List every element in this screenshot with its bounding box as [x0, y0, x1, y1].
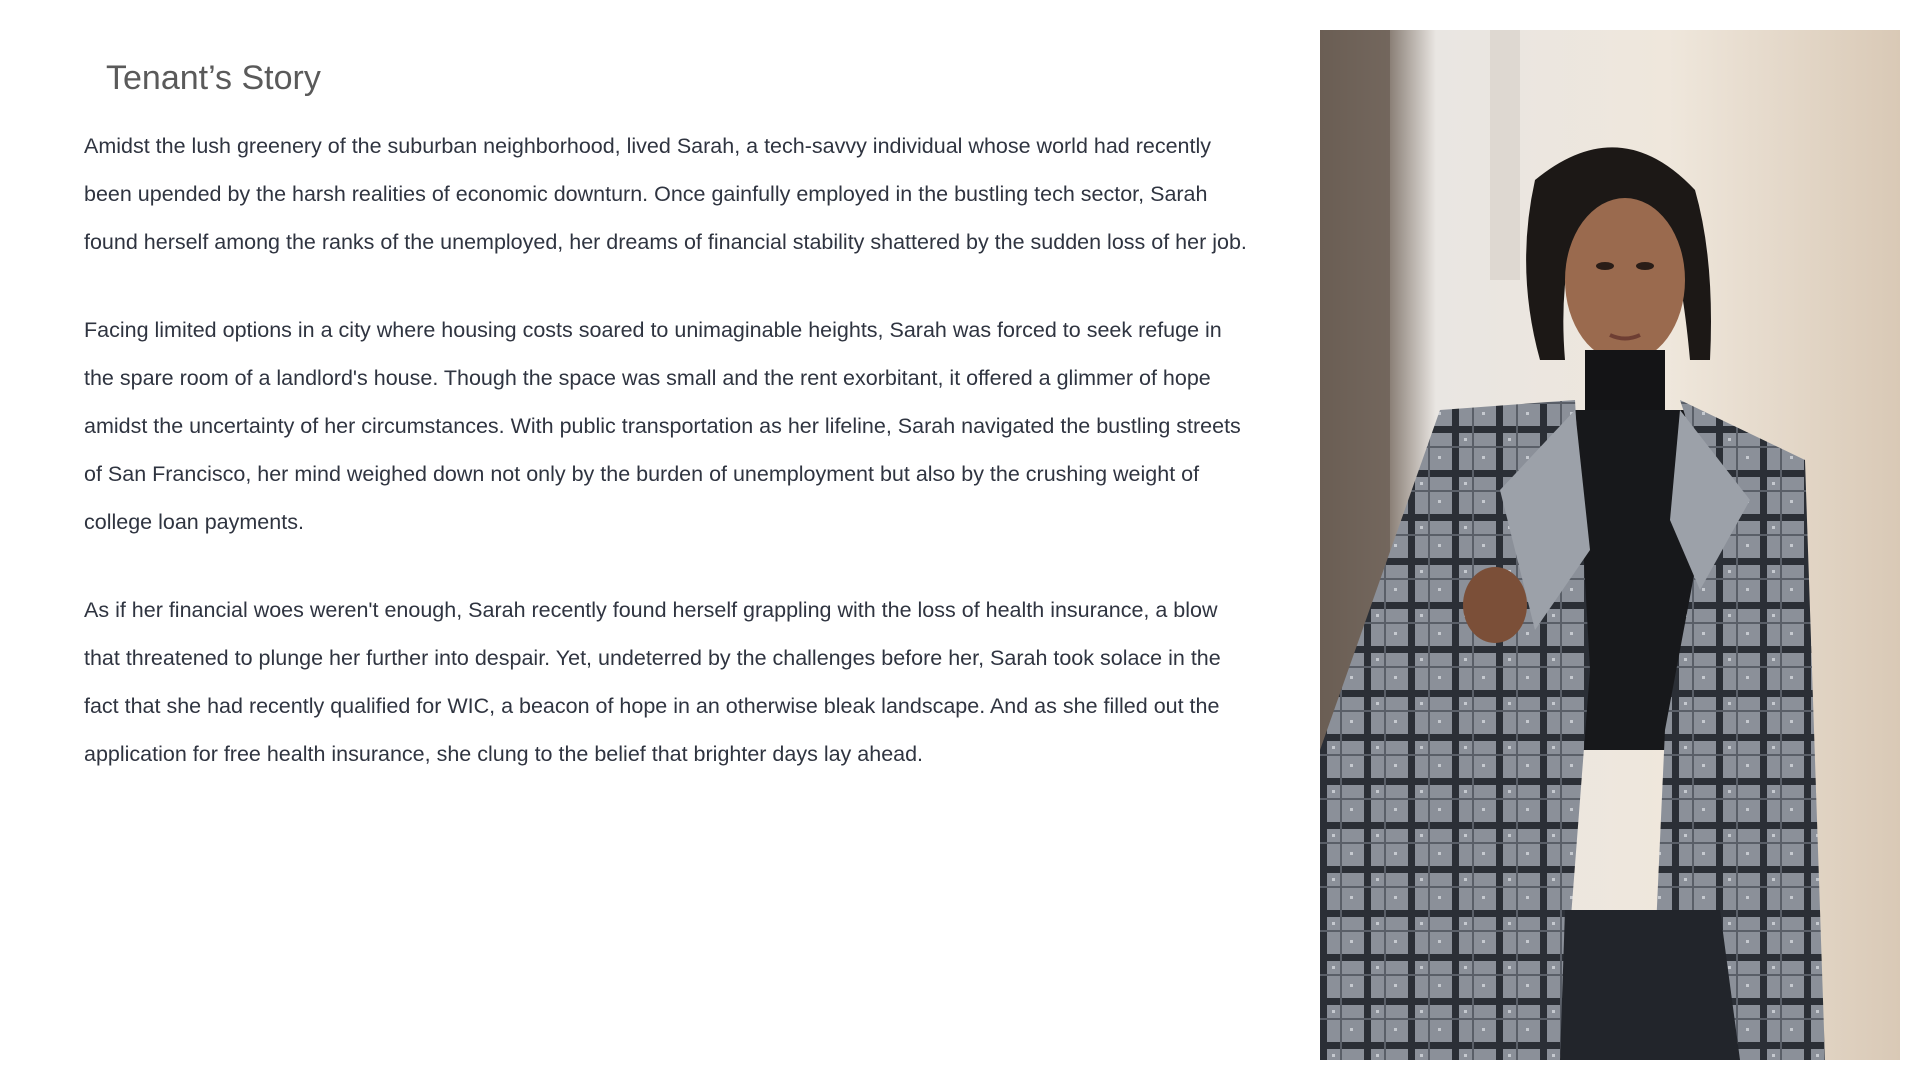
story-paragraph-2: Facing limited options in a city where housing costs soared to unimaginable heights, Sarah was forced to seek refuge in the spare room of a landlord's house. Though the space was small and the rent exorbitant, it offered a glimmer of hope amidst the uncertainty of her circumstances. With public transportation as her lifeline, Sarah navigated the bustling streets of San Francisco, her mind weighed down not only by the burden of unemployment but also by the crushing weight of college loan payments. [84, 318, 1241, 534]
tenant-portrait-photo [1320, 30, 1900, 1060]
story-section [84, 50, 1254, 818]
story-title: Tenant’s Story [106, 59, 321, 97]
story-paragraph-3: As if her financial woes weren't enough, Sarah recently found herself grappling with the loss of health insurance, a blow that threatened to plunge her further into despair. Yet, undeterred by the challenges before her, Sarah took solace in the fact that she had recently qualified for WIC, a beacon of hope in an otherwise bleak landscape. And as she filled out the application for free health insurance, she clung to the belief that brighter days lay ahead. [84, 598, 1221, 766]
story-paragraph-1: Amidst the lush greenery of the suburban neighborhood, lived Sarah, a tech-savvy individual whose world had recently been upended by the harsh realities of economic downturn. Once gainfully employed in the bustling tech sector, Sarah found herself among the ranks of the unemployed, her dreams of financial stability shattered by the sudden loss of her job. [84, 134, 1247, 254]
